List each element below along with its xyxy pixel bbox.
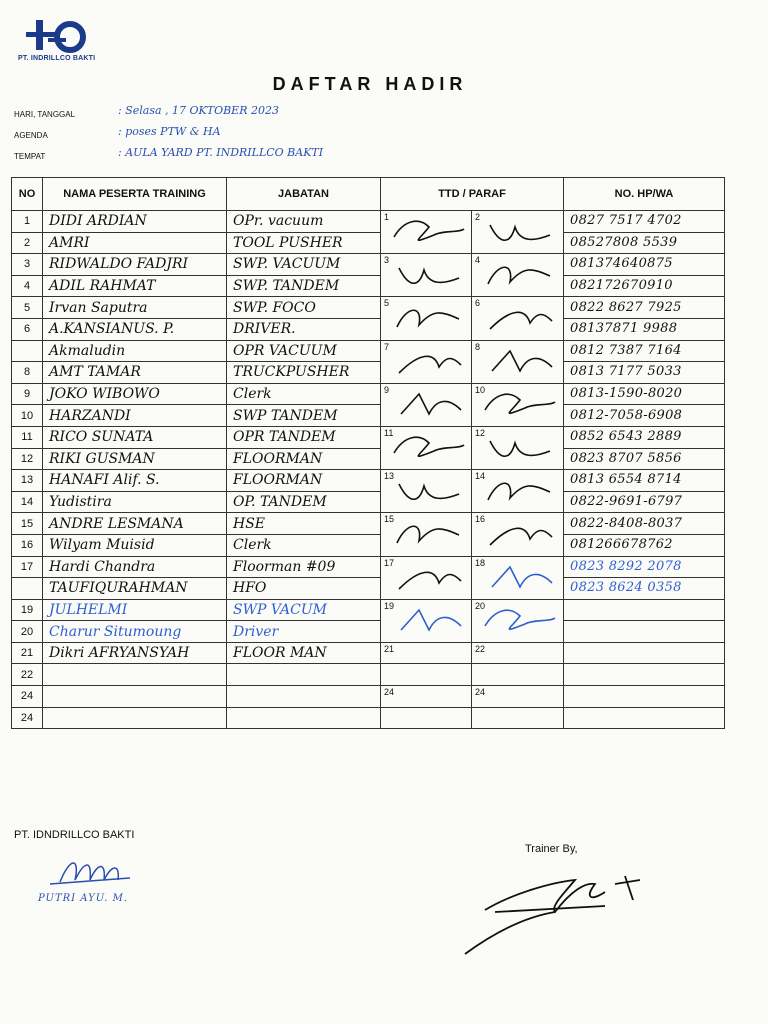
phone-cell [564, 426, 725, 448]
company-logo [18, 16, 98, 62]
phone-number: 0823 8707 5856 [570, 450, 682, 466]
signature-cell [381, 426, 472, 469]
phone-cell [564, 383, 725, 405]
handwritten-signature-icon [480, 561, 560, 597]
position-cell [227, 513, 381, 535]
table-row [12, 534, 725, 556]
phone-cell [564, 599, 725, 621]
position-cell [227, 578, 381, 600]
position-cell [227, 556, 381, 578]
phone-cell [564, 556, 725, 578]
phone-cell [564, 232, 725, 254]
position-cell [227, 362, 381, 384]
participant-position: Driver [233, 623, 279, 640]
table-row [12, 578, 725, 600]
participant-name-cell [43, 405, 227, 427]
signature-cell [472, 383, 564, 426]
signature-cell [472, 513, 564, 556]
indrillco-logo-icon [18, 16, 88, 54]
phone-cell [564, 405, 725, 427]
phone-cell [564, 513, 725, 535]
signature-number: 7 [384, 341, 390, 352]
participant-name: AMT TAMAR [49, 364, 141, 381]
participant-name: Dikri AFRYANSYAH [49, 645, 190, 662]
trainer-label: Trainer By, [525, 843, 578, 855]
signature-number: 9 [384, 384, 390, 395]
participant-name-cell [43, 556, 227, 578]
signature-number: 20 [475, 600, 486, 611]
participant-position: Floorman #09 [233, 558, 336, 575]
signature-cell [472, 642, 564, 664]
participant-position: TOOL PUSHER [233, 234, 343, 251]
row-number: 13 [12, 470, 43, 492]
participant-name: Akmaludin [49, 342, 126, 359]
participant-name: ANDRE LESMANA [49, 515, 184, 532]
phone-number: 0813 6554 8714 [570, 472, 682, 488]
participant-position: SWP. FOCO [233, 299, 316, 316]
phone-number: 0827 7517 4702 [570, 213, 682, 229]
row-number: 8 [12, 362, 43, 384]
header-name: NAMA PESERTA TRAINING [43, 178, 227, 211]
participant-name: Charur Situmoung [49, 623, 182, 640]
table-row [12, 362, 725, 384]
position-cell [227, 383, 381, 405]
position-cell [227, 599, 381, 621]
row-number: 21 [12, 642, 43, 664]
participant-name: JULHELMI [49, 601, 128, 618]
phone-number: 0822 8627 7925 [570, 299, 682, 315]
signature-cell [472, 340, 564, 383]
phone-cell [564, 578, 725, 600]
participant-name-cell [43, 599, 227, 621]
participant-name-cell [43, 664, 227, 686]
participant-position: FLOORMAN [233, 472, 323, 489]
handwritten-signature-icon [389, 561, 469, 597]
meta-value: : poses PTW & HA [118, 125, 221, 138]
signature-cell [381, 599, 472, 642]
participant-name-cell [43, 383, 227, 405]
handwritten-signature-icon [389, 258, 469, 294]
position-cell [227, 275, 381, 297]
signature-number: 17 [384, 557, 395, 568]
meta-label: TEMPAT [14, 152, 46, 161]
participant-name: ADIL RAHMAT [49, 278, 156, 295]
attendance-table [11, 177, 725, 729]
participant-name-cell [43, 426, 227, 448]
participant-position: HFO [233, 580, 267, 597]
participant-name-cell [43, 275, 227, 297]
table-row [12, 491, 725, 513]
participant-position: DRIVER. [233, 321, 296, 338]
phone-cell [564, 254, 725, 276]
participant-name-cell [43, 448, 227, 470]
phone-cell [564, 470, 725, 492]
table-row [12, 707, 725, 729]
phone-cell [564, 621, 725, 643]
signature-number: 13 [384, 471, 395, 482]
signature-cell [381, 254, 472, 297]
row-number: 14 [12, 491, 43, 513]
position-cell [227, 318, 381, 340]
participant-position: SWP. TANDEM [233, 278, 340, 295]
participant-name: AMRI [49, 234, 90, 251]
participant-name-cell [43, 642, 227, 664]
phone-number: 0813-1590-8020 [570, 386, 683, 402]
phone-number: 0822-8408-8037 [570, 515, 683, 531]
phone-cell [564, 297, 725, 319]
row-number [12, 340, 43, 362]
participant-name-cell [43, 470, 227, 492]
position-cell [227, 534, 381, 556]
phone-number: 0823 8292 2078 [570, 558, 682, 574]
signature-cell [381, 686, 472, 708]
table-row [12, 211, 725, 233]
signature-cell [381, 707, 472, 729]
position-cell [227, 470, 381, 492]
table-row [12, 318, 725, 340]
row-number: 12 [12, 448, 43, 470]
phone-number: 08137871 9988 [570, 321, 678, 337]
phone-number: 082172670910 [570, 278, 673, 294]
handwritten-signature-icon [389, 301, 469, 337]
header-position: JABATAN [227, 178, 381, 211]
phone-number: 0812-7058-6908 [570, 407, 683, 423]
handwritten-signature-icon [480, 301, 560, 337]
signature-cell [381, 513, 472, 556]
table-row [12, 642, 725, 664]
phone-cell [564, 491, 725, 513]
handwritten-signature-icon [480, 474, 560, 510]
document-title: DAFTAR HADIR [272, 74, 468, 94]
position-cell [227, 686, 381, 708]
participant-name: HANAFI Alif. S. [49, 472, 160, 489]
table-row [12, 621, 725, 643]
participant-name: RIKI GUSMAN [49, 450, 155, 467]
signature-cell [472, 707, 564, 729]
table-row [12, 513, 725, 535]
handwritten-signature-icon [480, 517, 560, 553]
row-number: 3 [12, 254, 43, 276]
handwritten-signature-icon [480, 388, 560, 424]
participant-position: OPr. vacuum [233, 213, 324, 230]
handwritten-signature-icon [389, 215, 469, 251]
participant-name-cell [43, 297, 227, 319]
position-cell [227, 642, 381, 664]
signature-cell [381, 297, 472, 340]
handwritten-signature-icon [480, 215, 560, 251]
participant-position: FLOOR MAN [233, 645, 327, 662]
participant-position: Clerk [233, 386, 272, 403]
participant-name-cell [43, 513, 227, 535]
footer-company: PT. IDNDRILLCO BAKTI [14, 829, 135, 841]
participant-position: OPR VACUUM [233, 342, 337, 359]
participant-position: FLOORMAN [233, 450, 323, 467]
position-cell [227, 448, 381, 470]
table-row [12, 664, 725, 686]
signature-number: 12 [475, 427, 486, 438]
signature-number: 22 [475, 643, 486, 654]
participant-name-cell [43, 254, 227, 276]
table-row [12, 232, 725, 254]
phone-cell [564, 318, 725, 340]
row-number: 24 [12, 686, 43, 708]
handwritten-signature-icon [389, 388, 469, 424]
table-row [12, 297, 725, 319]
signature-number: 15 [384, 514, 395, 525]
header-phone: NO. HP/WA [564, 178, 725, 211]
table-row [12, 383, 725, 405]
participant-position: SWP VACUM [233, 601, 327, 618]
signature-number: 24 [475, 687, 486, 698]
participant-position: OP. TANDEM [233, 494, 327, 511]
participant-name: Irvan Saputra [49, 299, 148, 316]
handwritten-signature-icon [480, 345, 560, 381]
handwritten-signature-icon [480, 258, 560, 294]
phone-cell [564, 707, 725, 729]
position-cell [227, 297, 381, 319]
row-number: 2 [12, 232, 43, 254]
table-row [12, 599, 725, 621]
participant-name: DIDI ARDIAN [49, 213, 147, 230]
participant-name: JOKO WIBOWO [49, 386, 160, 403]
handwritten-signature-icon [389, 474, 469, 510]
participant-position: SWP TANDEM [233, 407, 338, 424]
row-number: 9 [12, 383, 43, 405]
signature-cell [381, 642, 472, 664]
trainer-signature-icon [455, 862, 645, 962]
phone-cell [564, 340, 725, 362]
signature-number: 11 [384, 427, 394, 438]
handwritten-signature-icon [480, 604, 560, 640]
phone-number: 081266678762 [570, 537, 673, 553]
table-row [12, 448, 725, 470]
position-cell [227, 707, 381, 729]
row-number: 22 [12, 664, 43, 686]
phone-number: 0822-9691-6797 [570, 494, 683, 510]
phone-cell [564, 664, 725, 686]
row-number: 17 [12, 556, 43, 578]
signature-cell [381, 383, 472, 426]
signature-number: 19 [384, 600, 395, 611]
table-row [12, 686, 725, 708]
participant-position: Clerk [233, 537, 272, 554]
row-number: 1 [12, 211, 43, 233]
participant-name: A.KANSIANUS. P. [49, 321, 175, 338]
position-cell [227, 405, 381, 427]
position-cell [227, 664, 381, 686]
table-row [12, 275, 725, 297]
signature-cell [472, 297, 564, 340]
signature-number: 5 [384, 298, 390, 309]
phone-cell [564, 448, 725, 470]
participant-name-cell [43, 707, 227, 729]
signature-number: 10 [475, 384, 486, 395]
signature-number: 18 [475, 557, 486, 568]
header-signature: TTD / PARAF [381, 178, 564, 211]
row-number: 6 [12, 318, 43, 340]
phone-cell [564, 211, 725, 233]
row-number: 11 [12, 426, 43, 448]
handwritten-signature-icon [389, 517, 469, 553]
company-caption: PT. INDRILLCO BAKTI [18, 55, 96, 62]
phone-cell [564, 362, 725, 384]
participant-name: RIDWALDO FADJRI [49, 256, 189, 273]
meta-value: : AULA YARD PT. INDRILLCO BAKTI [118, 146, 324, 159]
phone-cell [564, 686, 725, 708]
signature-cell [472, 686, 564, 708]
position-cell [227, 491, 381, 513]
row-number: 15 [12, 513, 43, 535]
handwritten-signature-icon [389, 431, 469, 467]
position-cell [227, 232, 381, 254]
phone-cell [564, 534, 725, 556]
signature-cell [381, 211, 472, 254]
signature-number: 24 [384, 687, 395, 698]
position-cell [227, 254, 381, 276]
table-row [12, 405, 725, 427]
participant-name-cell [43, 534, 227, 556]
signature-cell [472, 211, 564, 254]
participant-position: OPR TANDEM [233, 429, 336, 446]
participant-name: Wilyam Muisid [49, 537, 155, 554]
row-number: 16 [12, 534, 43, 556]
row-number: 19 [12, 599, 43, 621]
signature-number: 4 [475, 255, 481, 266]
table-row [12, 254, 725, 276]
table-row [12, 426, 725, 448]
meta-value: : Selasa , 17 OKTOBER 2023 [118, 104, 279, 117]
participant-name-cell [43, 318, 227, 340]
participant-position: TRUCKPUSHER [233, 364, 350, 381]
signature-cell [472, 254, 564, 297]
participant-name-cell [43, 232, 227, 254]
participant-position: HSE [233, 515, 266, 532]
phone-cell [564, 642, 725, 664]
row-number: 10 [12, 405, 43, 427]
participant-name: RICO SUNATA [49, 429, 154, 446]
participant-name: HARZANDI [49, 407, 131, 424]
position-cell [227, 426, 381, 448]
position-cell [227, 211, 381, 233]
participant-position: SWP. VACUUM [233, 256, 341, 273]
table-row [12, 470, 725, 492]
phone-number: 0852 6543 2889 [570, 429, 682, 445]
row-number: 20 [12, 621, 43, 643]
header-no: NO [12, 178, 43, 211]
signature-cell [472, 599, 564, 642]
signature-cell [472, 556, 564, 599]
handwritten-signature-icon [389, 345, 469, 381]
signature-cell [472, 470, 564, 513]
row-number: 4 [12, 275, 43, 297]
participant-name: Hardi Chandra [49, 558, 156, 575]
row-number [12, 578, 43, 600]
signature-cell [472, 426, 564, 469]
signature-number: 6 [475, 298, 481, 309]
footer-signer-name: PUTRI AYU. M. [38, 893, 129, 904]
signature-number: 3 [384, 255, 390, 266]
participant-name-cell [43, 340, 227, 362]
participant-name-cell [43, 211, 227, 233]
signature-number: 2 [475, 212, 481, 222]
signature-cell [381, 664, 472, 686]
phone-number: 0823 8624 0358 [570, 580, 682, 596]
signature-number: 16 [475, 514, 486, 525]
table-body [12, 211, 725, 729]
table-row [12, 556, 725, 578]
participant-name-cell [43, 686, 227, 708]
table-row [12, 340, 725, 362]
participant-name-cell [43, 362, 227, 384]
phone-number: 0813 7177 5033 [570, 364, 682, 380]
participant-name-cell [43, 491, 227, 513]
participant-name: Yudistira [49, 494, 112, 511]
row-number: 5 [12, 297, 43, 319]
signature-cell [381, 470, 472, 513]
participant-name-cell [43, 621, 227, 643]
phone-number: 08527808 5539 [570, 234, 678, 250]
handwritten-signature-icon [389, 604, 469, 640]
signature-cell [472, 664, 564, 686]
signature-number: 21 [384, 643, 395, 654]
phone-cell [564, 275, 725, 297]
signature-cell [381, 340, 472, 383]
signature-number: 8 [475, 341, 481, 352]
participant-name-cell [43, 578, 227, 600]
table-header-row [12, 178, 725, 211]
signature-number: 14 [475, 471, 486, 482]
meta-label: HARI, TANGGAL [14, 110, 76, 119]
handwritten-signature-icon [480, 431, 560, 467]
phone-number: 081374640875 [570, 256, 673, 272]
position-cell [227, 340, 381, 362]
signature-number: 1 [384, 212, 390, 222]
company-signature-icon [40, 852, 140, 892]
position-cell [227, 621, 381, 643]
row-number: 24 [12, 707, 43, 729]
meta-label: AGENDA [14, 131, 48, 140]
participant-name: TAUFIQURAHMAN [49, 580, 188, 597]
phone-number: 0812 7387 7164 [570, 342, 682, 358]
signature-cell [381, 556, 472, 599]
